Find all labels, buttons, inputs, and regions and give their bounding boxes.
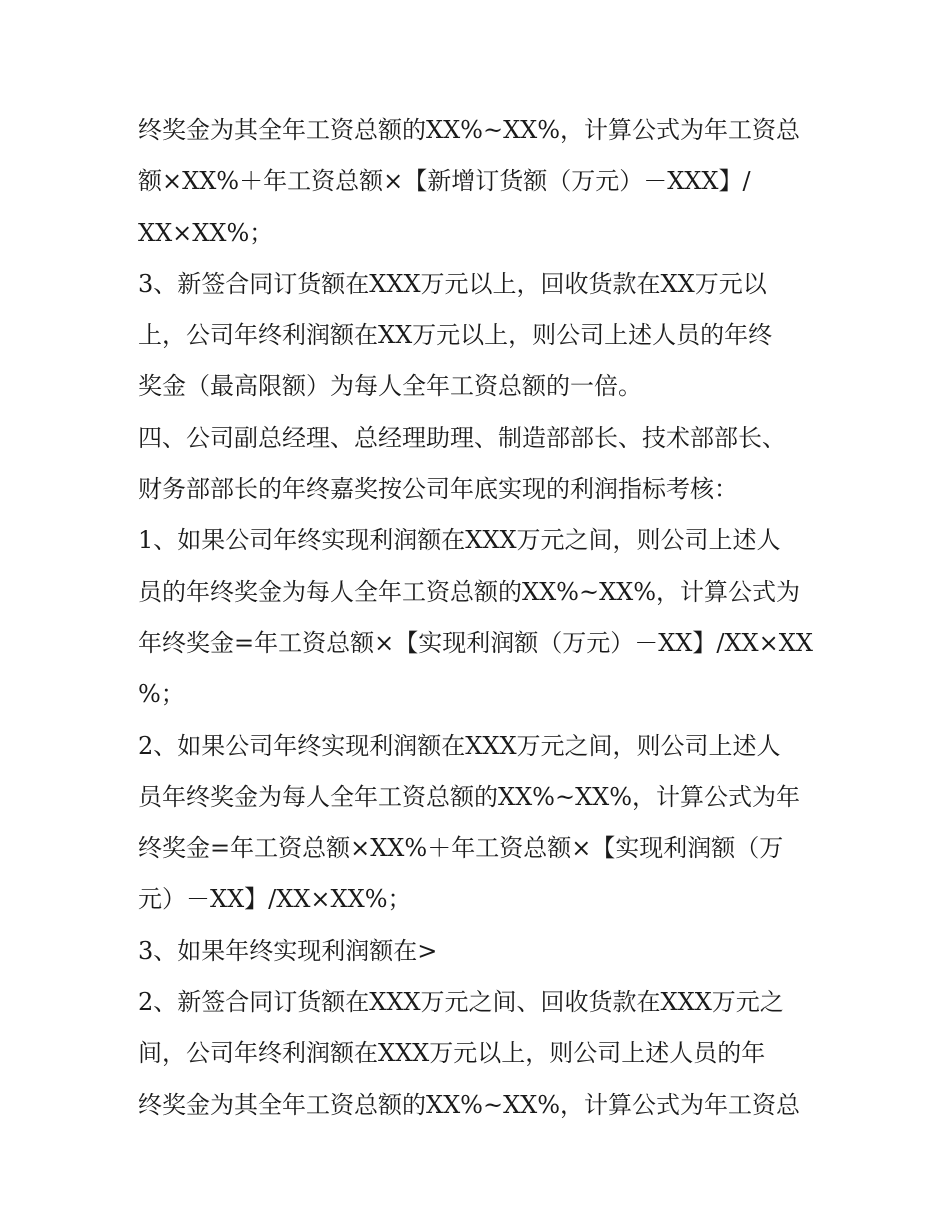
text-line: 上，公司年终利润额在XX万元以上，则公司上述人员的年终 <box>138 321 773 350</box>
text-line: 3、新签合同订货额在XXX万元以上，回收货款在XX万元以 <box>138 269 767 298</box>
body-text <box>138 105 838 1131</box>
text-line: 元）－XX】/XX×XX%； <box>138 885 412 914</box>
text-line: 年终奖金=年工资总额×【实现利润额（万元）－XX】/XX×XX <box>138 628 813 657</box>
text-line: XX×XX%； <box>138 218 274 247</box>
text-line: 员年终奖金为每人全年工资总额的XX%~XX%，计算公式为年 <box>138 782 801 811</box>
text-line: 财务部部长的年终嘉奖按公司年底实现的利润指标考核： <box>138 475 738 504</box>
text-line: %； <box>138 680 185 709</box>
text-line: 3、如果年终实现利润额在> <box>138 936 438 965</box>
text-line: 终奖金为其全年工资总额的XX%~XX%，计算公式为年工资总 <box>138 116 801 144</box>
text-line: 员的年终奖金为每人全年工资总额的XX%~XX%，计算公式为 <box>138 577 801 606</box>
text-line: 终奖金为其全年工资总额的XX%~XX%，计算公式为年工资总 <box>138 1090 801 1119</box>
text-line: 终奖金=年工资总额×XX%＋年工资总额×【实现利润额（万 <box>138 834 784 863</box>
text-line: 1、如果公司年终实现利润额在XXX万元之间，则公司上述人 <box>138 526 781 555</box>
text-line: 四、公司副总经理、总经理助理、制造部部长、技术部部长、 <box>138 423 786 452</box>
text-line: 2、新签合同订货额在XXX万元之间、回收货款在XXX万元之 <box>138 988 784 1017</box>
text-line: 奖金（最高限额）为每人全年工资总额的一倍。 <box>138 372 642 401</box>
text-line: 2、如果公司年终实现利润额在XXX万元之间，则公司上述人 <box>138 731 781 760</box>
text-line: 间，公司年终利润额在XXX万元以上，则公司上述人员的年 <box>138 1039 766 1068</box>
text-line: 额×XX%＋年工资总额×【新增订货额（万元）－XXX】/ <box>138 167 751 196</box>
